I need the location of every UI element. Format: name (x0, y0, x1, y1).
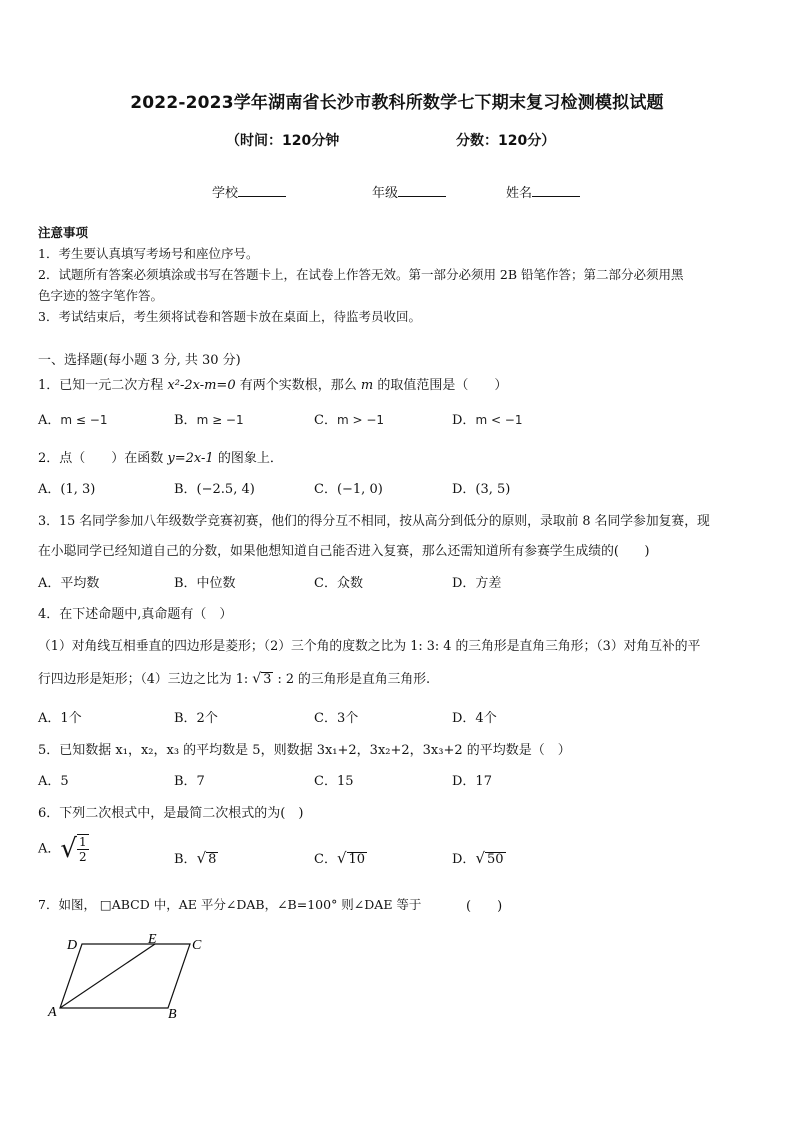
q1-option-d (452, 409, 523, 428)
q3-option-c: C．众数 (314, 576, 363, 591)
question-7: 7．如图， □ABCD 中，AE 平分∠DAB，∠B=100° 则∠DAE 等于 (38, 897, 422, 912)
q6-option-b-radicand: 8 (208, 852, 217, 867)
q1-option-c-value: m > −1 (336, 413, 385, 427)
grade-field (372, 182, 446, 201)
q7-answer-paren: ( ) (466, 899, 503, 914)
q4-line2-b: : 2 的三角形是直角三角形. (273, 672, 431, 687)
school-blank (238, 184, 286, 197)
q4-option-c: C．3个 (314, 711, 359, 726)
notice-item-2: 2．试题所有答案必须填涂或书写在答题卡上，在试卷上作答无效。第一部分必须用 2B 铅笔作答；第二部分必须用黑 (38, 267, 684, 282)
question-3-line-2: 在小聪同学已经知道自己的分数，如果他想知道自己能否进入复赛，那么还需知道所有参赛学生成绩的( ) (38, 544, 650, 559)
fig-label-a: A (48, 1005, 57, 1020)
section-heading: 一、选择题(每小题 3 分, 共 30 分) (38, 353, 241, 368)
question-6: 6．下列二次根式中，是最简二次根式的为( ) (38, 806, 304, 821)
q6-fraction (77, 834, 89, 864)
q6-option-b: B．√ 8 (174, 849, 217, 867)
q5-option-a: A．5 (38, 774, 69, 789)
school-label: 学校 (212, 186, 239, 201)
q6-option-c-radicand: 10 (348, 852, 366, 867)
q2-equation: y=2x-1 (167, 451, 214, 466)
q6-option-d: D．√ 50 (452, 849, 504, 867)
q6-option-b-label: B． (174, 852, 197, 867)
fig-label-b: B (168, 1007, 177, 1022)
q6-option-a-label: A． (38, 841, 61, 857)
q5-option-c: C．15 (314, 774, 354, 789)
q3-option-a: A．平均数 (38, 576, 100, 591)
q4-option-b: B．2个 (174, 711, 218, 726)
exam-score: 分数：120分） (456, 133, 556, 149)
question-2 (38, 447, 283, 466)
q6-option-d-radicand: 50 (487, 852, 504, 867)
notice-item-1: 1．考生要认真填写考场号和座位序号。 (38, 246, 259, 261)
fig-label-e: E (148, 932, 157, 947)
q3-option-b: B．中位数 (174, 576, 236, 591)
q1-option-a-label: A． (38, 413, 61, 428)
grade-blank (398, 184, 446, 197)
name-label: 姓名 (506, 186, 533, 201)
fig-label-d: D (67, 938, 78, 953)
name-blank (532, 184, 580, 197)
q1-option-a (38, 409, 107, 428)
q2-option-c: C．(−1, 0) (314, 482, 383, 497)
q1-equation: x²-2x-m=0 (167, 378, 236, 393)
q6-option-d-label: D． (452, 852, 476, 867)
parallelogram-abcd (60, 944, 190, 1008)
q2-pre: 2．点（ ）在函数 (38, 451, 168, 466)
q1-option-b (174, 409, 244, 428)
q6-option-c: C．√ 10 (314, 849, 366, 867)
q3-option-d: D．方差 (452, 576, 502, 591)
q4-line2-a: 行四边形是矩形；（4）三边之比为 1: (38, 672, 253, 687)
question-4-line-1: （1）对角线互相垂直的四边形是菱形；（2）三个角的度数之比为 1: 3: 4 的三角形是直角三角形；（3）对角互补的平 (38, 639, 701, 654)
school-field (212, 182, 286, 201)
q1-option-d-label: D． (452, 413, 476, 428)
q5-option-d: D．17 (452, 774, 492, 789)
notice-heading: 注意事项 (38, 225, 89, 240)
question-3-line-1: 3．15 名同学参加八年级数学竞赛初赛，他们的得分互不相同，按从高分到低分的原则，录取前 8 名同学参加复赛，现 (38, 514, 710, 529)
q5-option-b: B．7 (174, 774, 205, 789)
q2-option-a: A．(1, 3) (38, 482, 96, 497)
segment-ae (60, 944, 155, 1008)
q2-option-d: D．(3, 5) (452, 482, 511, 497)
question-5: 5．已知数据 x₁，x₂，x₃ 的平均数是 5，则数据 3x₁+2，3x₂+2，3x₃+2 的平均数是（ ） (38, 743, 571, 758)
question-4-line-2: 行四边形是矩形；（4）三边之比为 1: √ 3 : 2 的三角形是直角三角形. (38, 671, 431, 687)
q4-option-d: D．4个 (452, 711, 497, 726)
q6-option-c-label: C． (314, 852, 337, 867)
q4-sqrt-radicand: 3 (263, 672, 272, 687)
notice-item-2-cont: 色字迹的签字笔作答。 (38, 288, 164, 303)
name-field (506, 182, 580, 201)
q2-option-b: B．(−2.5, 4) (174, 482, 255, 497)
q1-option-c-label: C． (314, 413, 337, 428)
question-1 (38, 374, 507, 393)
q2-post: 的图象上． (213, 451, 283, 466)
exam-time: （时间：120分钟 (226, 133, 340, 149)
notice-item-3: 3．考试结束后，考生须将试卷和答题卡放在桌面上，待监考员收回。 (38, 309, 421, 324)
q4-option-a: A．1个 (38, 711, 82, 726)
q1-option-c (314, 409, 384, 428)
q6-option-a: A．√ $\frac{1}{2}$ (38, 834, 87, 864)
q1-variable: m (360, 378, 374, 393)
q6-frac-den: 2 (78, 850, 87, 864)
fig-label-c: C (192, 938, 202, 953)
question-4: 4．在下述命题中,真命题有（ ） (38, 607, 233, 622)
q1-post: 的取值范围是（ ） (373, 378, 508, 393)
q6-frac-num: 1 (78, 835, 87, 849)
q1-pre: 1．已知一元二次方程 (38, 378, 168, 393)
q1-option-b-label: B． (174, 413, 197, 428)
exam-title: 2022-2023学年湖南省长沙市教科所数学七下期末复习检测模拟试题 (130, 93, 664, 113)
q1-option-d-value: m < −1 (475, 413, 523, 427)
q1-option-a-value: m ≤ −1 (60, 413, 108, 427)
q1-mid: 有两个实数根，那么 (235, 378, 361, 393)
parallelogram-figure (40, 930, 220, 1022)
grade-label: 年级 (372, 186, 399, 201)
q1-option-b-value: m ≥ −1 (196, 413, 244, 427)
